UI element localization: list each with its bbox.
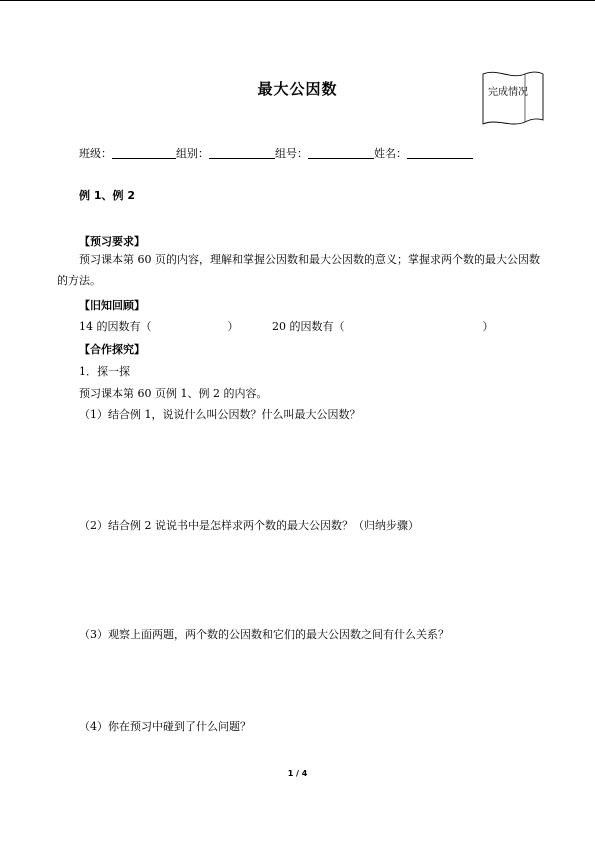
review-q2-prefix: 20 的因数有（ — [272, 320, 345, 333]
explore-question-3: （3）观察上面两题，两个数的公因数和它们的最大公因数之间有什么关系？ — [79, 628, 449, 641]
review-question-2 — [272, 318, 494, 334]
page-number: 1 / 4 — [287, 769, 308, 778]
completion-status-label: 完成情况 — [488, 87, 528, 98]
review-q1-prefix: 14 的因数有（ — [79, 320, 152, 333]
number-field[interactable] — [308, 146, 374, 159]
explore-question-2: （2）结合例 2 说说书中是怎样求两个数的最大公因数？（归纳步骤） — [79, 519, 419, 532]
student-info-row — [79, 145, 473, 161]
top-border-line — [0, 0, 595, 1]
scroll-banner-icon — [479, 68, 547, 132]
review-q1-suffix: ） — [227, 320, 239, 333]
name-field[interactable] — [407, 146, 473, 159]
preview-text: 预习课本第 60 页的内容，理解和掌握公因数和最大公因数的意义；掌握求两个数的最大公因数的方法。 — [57, 253, 540, 287]
review-q2-suffix: ） — [482, 320, 494, 333]
example-heading: 例 1、例 2 — [79, 189, 135, 202]
preview-heading: 【预习要求】 — [79, 235, 145, 248]
number-label: 组号： — [275, 147, 308, 160]
group-field[interactable] — [209, 146, 275, 159]
review-question-1 — [79, 318, 239, 334]
class-label: 班级： — [79, 147, 112, 160]
completion-status-box — [479, 68, 547, 132]
review-heading: 【旧知回顾】 — [79, 299, 145, 312]
group-label: 组别： — [176, 147, 209, 160]
page-title: 最大公因数 — [257, 80, 338, 98]
name-label: 姓名： — [374, 147, 407, 160]
class-field[interactable] — [112, 146, 176, 159]
explore-heading: 【合作探究】 — [79, 343, 145, 356]
explore-question-1: （1）结合例 1，说说什么叫公因数？什么叫最大公因数？ — [79, 408, 361, 421]
explore-question-4: （4）你在预习中碰到了什么问题？ — [79, 720, 251, 733]
explore-step: 1．探一探 — [79, 365, 130, 378]
explore-instruction: 预习课本第 60 页例 1、例 2 的内容。 — [79, 387, 268, 400]
